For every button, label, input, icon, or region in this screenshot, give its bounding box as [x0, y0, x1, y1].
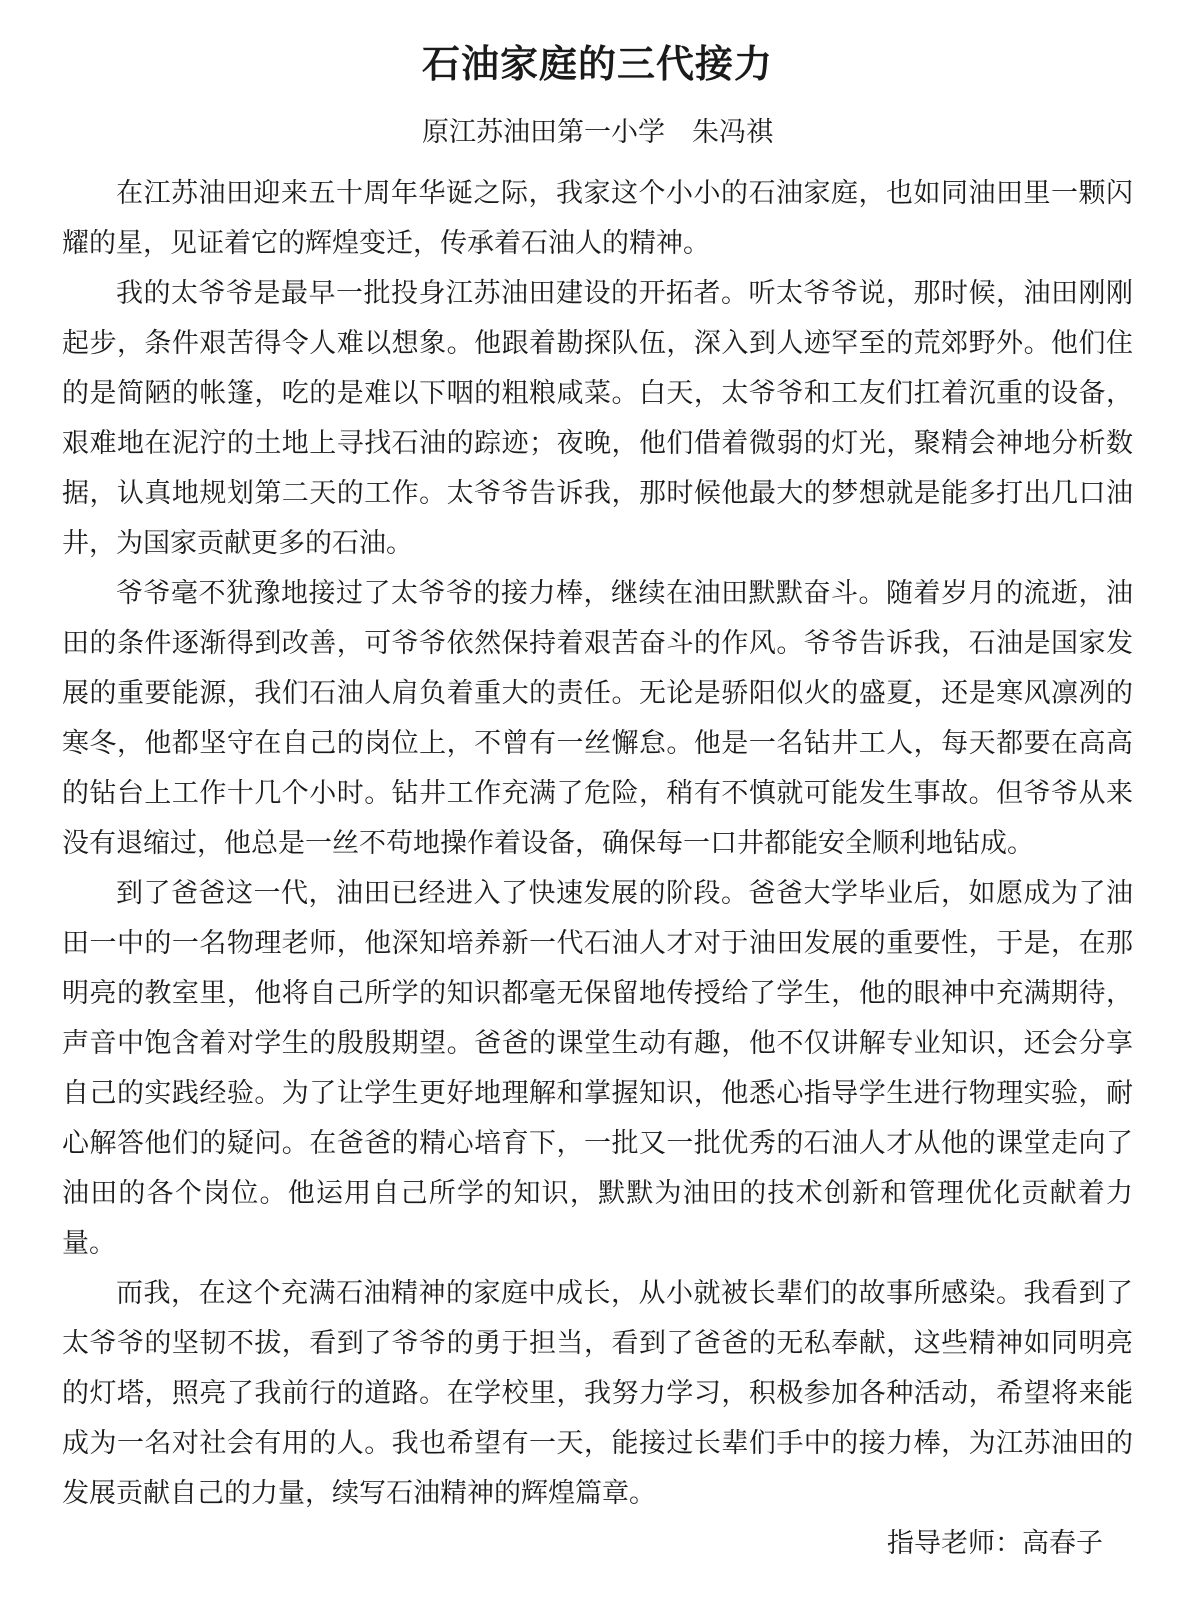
paragraph: 我的太爷爷是最早一批投身江苏油田建设的开拓者。听太爷爷说，那时候，油田刚刚起步，条件艰苦得令人难以想象。他跟着勘探队伍，深入到人迹罕至的荒郊野外。他们住的是简陋的帐篷，吃的是难以下咽的粗粮咸菜。白天，太爷爷和工友们扛着沉重的设备，艰难地在泥泞的土地上寻找石油的踪迹；夜晚，他们借着微弱的灯光，聚精会神地分析数据，认真地规划第二天的工作。太爷爷告诉我，那时候他最大的梦想就是能多打出几口油井，为国家贡献更多的石油。	[62, 278, 1133, 558]
teacher-credit: 指导老师：高春子	[887, 1528, 1103, 1558]
essay-byline: 原江苏油田第一小学 朱冯祺	[422, 117, 773, 147]
paragraph: 爷爷毫不犹豫地接过了太爷爷的接力棒，继续在油田默默奋斗。随着岁月的流逝，油田的条件逐渐得到改善，可爷爷依然保持着艰苦奋斗的作风。爷爷告诉我，石油是国家发展的重要能源，我们石油人肩负着重大的责任。无论是骄阳似火的盛夏，还是寒风凛冽的寒冬，他都坚守在自己的岗位上，不曾有一丝懈怠。他是一名钻井工人，每天都要在高高的钻台上工作十几个小时。钻井工作充满了危险，稍有不慎就可能发生事故。但爷爷从来没有退缩过，他总是一丝不苟地操作着设备，确保每一口井都能安全顺利地钻成。	[62, 578, 1133, 858]
paragraph: 在江苏油田迎来五十周年华诞之际，我家这个小小的石油家庭，也如同油田里一颗闪耀的星，见证着它的辉煌变迁，传承着石油人的精神。	[62, 178, 1133, 258]
paragraph: 而我，在这个充满石油精神的家庭中成长，从小就被长辈们的故事所感染。我看到了太爷爷的坚韧不拔，看到了爷爷的勇于担当，看到了爸爸的无私奉献，这些精神如同明亮的灯塔，照亮了我前行的道路。在学校里，我努力学习，积极参加各种活动，希望将来能成为一名对社会有用的人。我也希望有一天，能接过长辈们手中的接力棒，为江苏油田的发展贡献自己的力量，续写石油精神的辉煌篇章。	[62, 1278, 1133, 1508]
essay-body	[62, 168, 1133, 1518]
essay-title: 石油家庭的三代接力	[421, 44, 773, 86]
paragraph: 到了爸爸这一代，油田已经进入了快速发展的阶段。爸爸大学毕业后，如愿成为了油田一中的一名物理老师，他深知培养新一代石油人才对于油田发展的重要性，于是，在那明亮的教室里，他将自己所学的知识都毫无保留地传授给了学生，他的眼神中充满期待，声音中饱含着对学生的殷殷期望。爸爸的课堂生动有趣，他不仅讲解专业知识，还会分享自己的实践经验。为了让学生更好地理解和掌握知识，他悉心指导学生进行物理实验，耐心解答他们的疑问。在爸爸的精心培育下，一批又一批优秀的石油人才从他的课堂走向了油田的各个岗位。他运用自己所学的知识，默默为油田的技术创新和管理优化贡献着力量。	[62, 878, 1133, 1258]
